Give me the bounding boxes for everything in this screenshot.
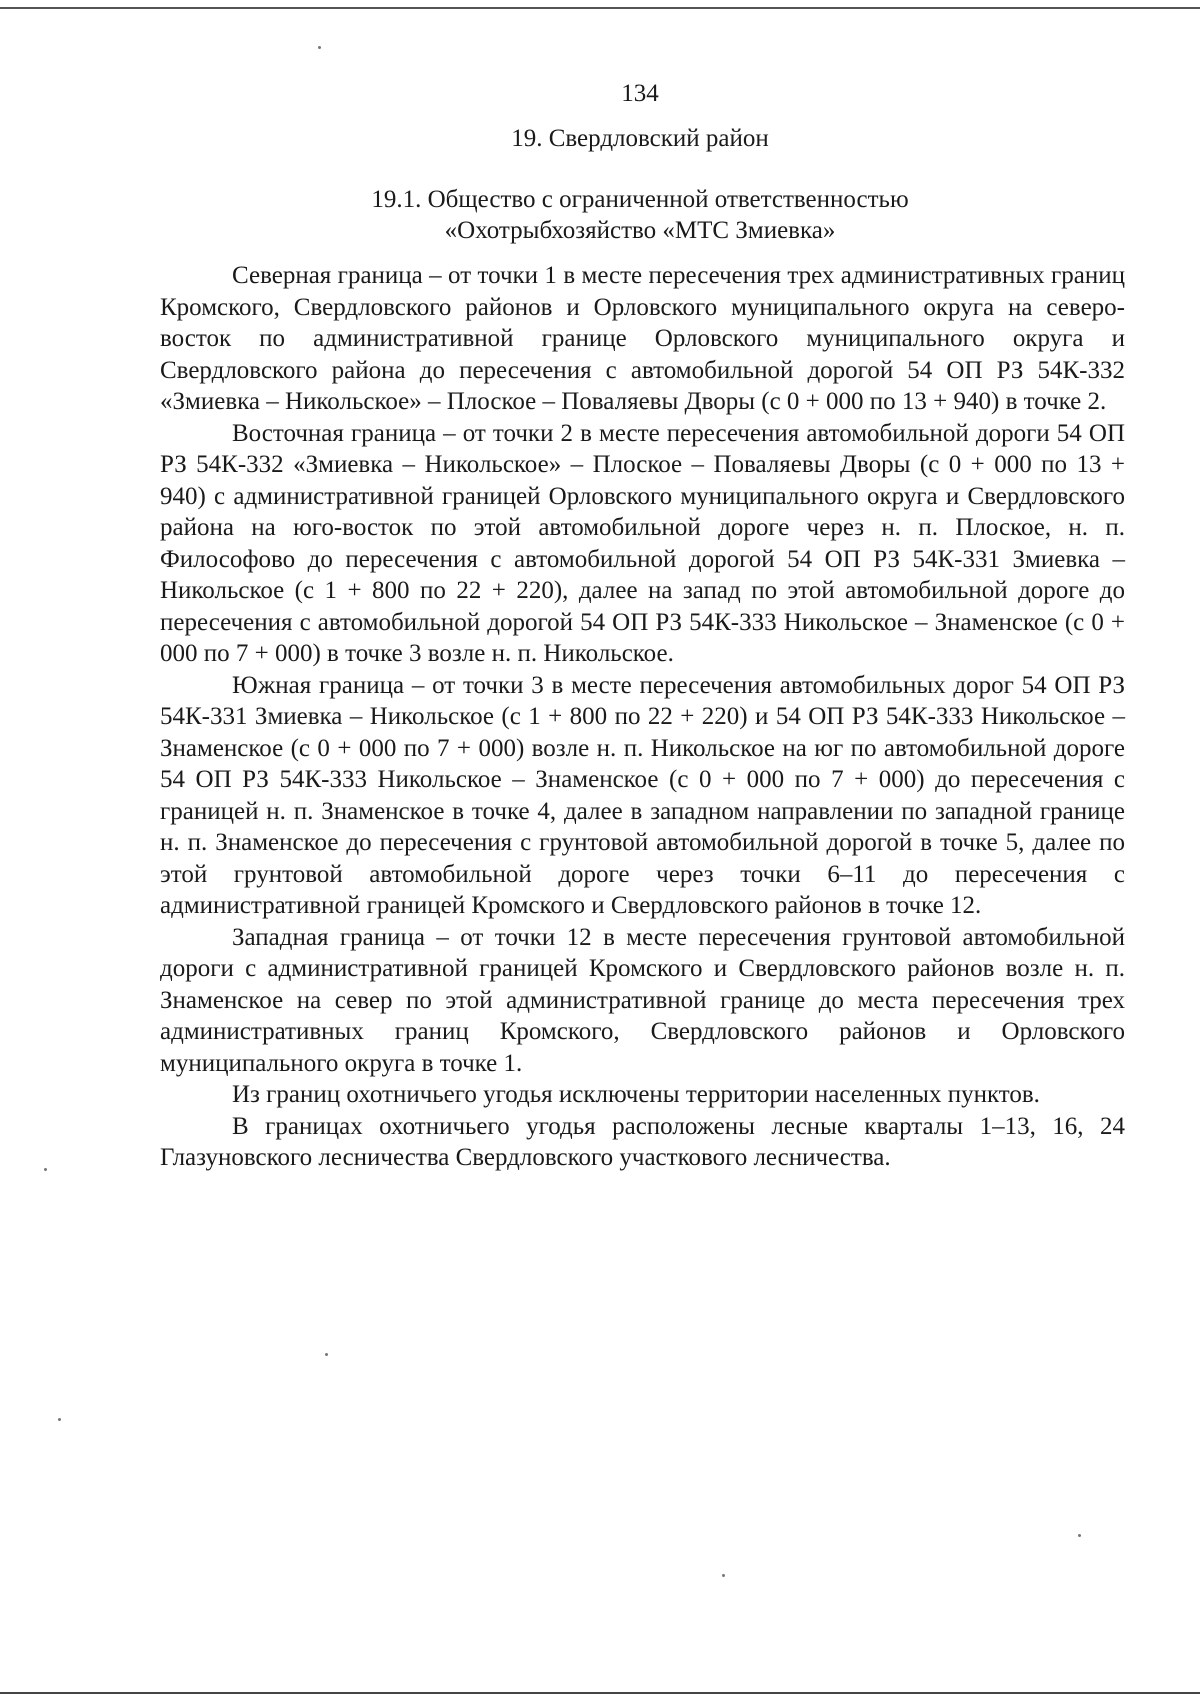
paragraph-forest-quarters: В границах охотничьего угодья расположены лесные кварталы 1–13, 16, 24 Глазуновского лесничества Свердловского участкового лесничества. — [160, 1112, 1125, 1171]
scan-speck — [58, 1418, 61, 1421]
paragraph-north-boundary: Северная граница – от точки 1 в месте пересечения трех административных границ Кромского, Свердловского районов и Орловского муниципального округа на северо-восток по административной границе Орловского муниципального округа и Свердловского района до пересечения с автомобильной дорогой 54 ОП РЗ 54К-332 «Змиевка – Никольское» – Плоское – Поваляевы Дворы (с 0 + 000 по 13 + 940) в точке 2. — [160, 262, 1125, 415]
paragraph-exclusions: Из границ охотничьего угодья исключены территории населенных пунктов. — [232, 1081, 1040, 1108]
document-body — [160, 260, 1125, 1174]
scan-speck — [722, 1574, 725, 1577]
paragraph-east-boundary: Восточная граница – от точки 2 в месте пересечения автомобильной дороги 54 ОП РЗ 54К-332 «Змиевка – Никольское» – Плоское – Поваляевы Дворы (с 0 + 000 по 13 + 940) с административной границей Орловского муниципального округа и Свердловского района на юго-восток по этой автомобильной дороге через н. п. Плоское, н. п. Философово до пересечения с автомобильной дорогой 54 ОП РЗ 54К-331 Змиевка – Никольское (с 1 + 800 по 22 + 220), далее на запад по этой автомобильной дороге до пересечения с автомобильной дорогой 54 ОП РЗ 54К-333 Никольское – Знаменское (с 0 + 000 по 7 + 000) в точке 3 возле н. п. Никольское. — [160, 419, 1125, 667]
section-title: 19. Свердловский район — [511, 125, 769, 152]
scan-speck — [1078, 1534, 1081, 1537]
page-number: 134 — [621, 80, 659, 107]
subsection-title-line-1: 19.1. Общество с ограниченной ответственностью — [371, 186, 909, 213]
scan-edge-bottom — [0, 1692, 1200, 1694]
paragraph-west-boundary: Западная граница – от точки 12 в месте пересечения грунтовой автомобильной дороги с административной границей Кромского и Свердловского районов возле н. п. Знаменское на север по этой административной границе до места пересечения трех административных границ Кромского, Свердловского районов и Орловского муниципального округа в точке 1. — [160, 923, 1125, 1077]
scan-speck — [44, 1168, 47, 1171]
paragraph-south-boundary: Южная граница – от точки 3 в месте пересечения автомобильных дорог 54 ОП РЗ 54К-331 Змиевка – Никольское (с 1 + 800 по 22 + 220) и 54 ОП РЗ 54К-333 Никольское – Знаменское (с 0 + 000 по 7 + 000) возле н. п. Никольское на юг по автомобильной дороге 54 ОП РЗ 54К-333 Никольское – Знаменское (с 0 + 000 по 7 + 000) до пересечения с границей н. п. Знаменское в точке 4, далее в западном направлении по западной границе н. п. Знаменское до пересечения с грунтовой автомобильной дорогой в точке 5, далее по этой грунтовой автомобильной дороге через точки 6–11 до пересечения с административной границей Кромского и Свердловского районов в точке 12. — [160, 671, 1125, 919]
scan-speck — [318, 46, 321, 49]
subsection-title-line-2: «Охотрыбхозяйство «МТС Змиевка» — [444, 217, 836, 244]
scan-edge-top — [0, 7, 1200, 9]
subsection-title — [0, 184, 1200, 246]
scan-speck — [325, 1353, 328, 1356]
